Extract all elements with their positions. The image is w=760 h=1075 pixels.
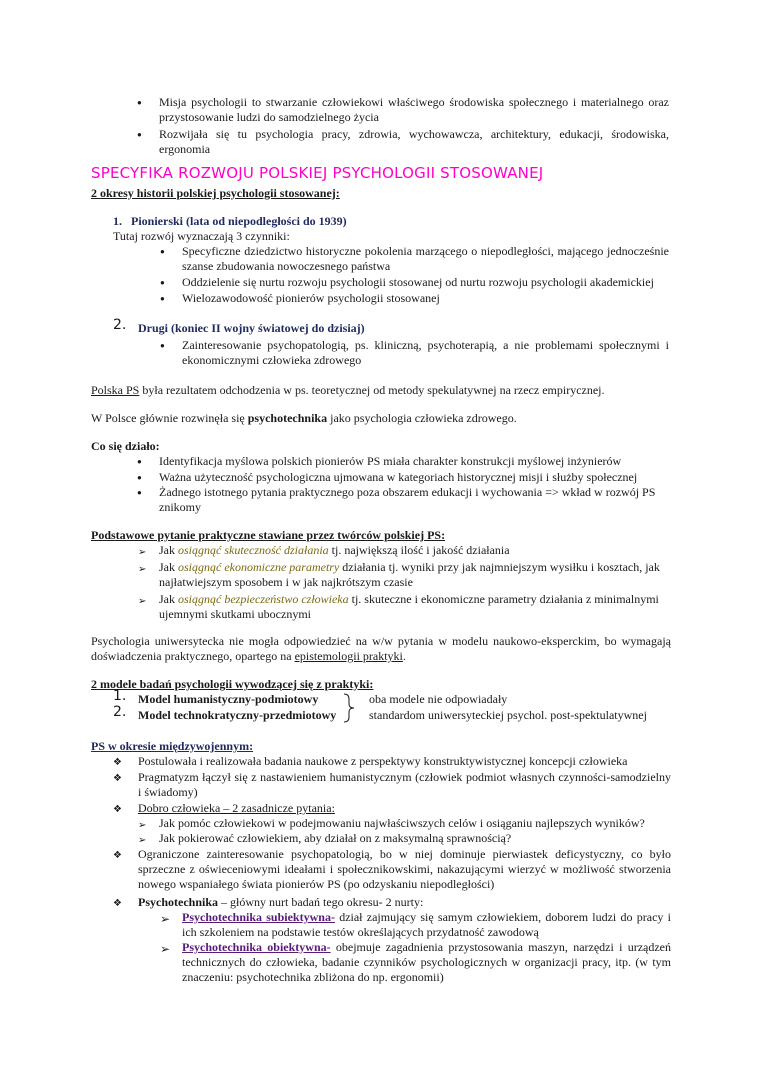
paragraph-psychotechnika [91, 411, 671, 426]
emphasis-text: osiągnąć ekonomiczne parametry [178, 560, 340, 574]
psychotechnika-sub-2 [182, 940, 671, 985]
paragraph-polska-ps [91, 383, 671, 398]
miedzywojenny-item-5 [138, 895, 671, 910]
paragraph-text: Psychologia uniwersytecka nie mogła odpowiedzieć na w/w pytania w modelu naukowo-eksperckim, bo wymagają doświadczenia praktycznego, opartego na [91, 634, 671, 663]
arrow-bullet-icon: ➢ [138, 547, 147, 558]
miedzywojenny-item-3-title: Dobro człowieka – 2 zasadnicze pytania: [138, 801, 335, 815]
underlined-term: Psychotechnika obiektywna- [182, 940, 331, 954]
period2-item-1 [182, 338, 669, 368]
period2-title: Drugi (koniec II wojny światowej do dzisiaj) [138, 321, 365, 335]
diamond-bullet-icon: ❖ [113, 804, 122, 815]
bullet-text: Specyficzne dziedzictwo historyczne pokolenia marzącego o niepodległości, mającego jednocześnie szanse zbudowania nowoczesnego państwa [182, 244, 669, 273]
co-sie-dzialo-title: Co się działo: [91, 439, 160, 453]
paragraph-uniwersytecka [91, 634, 671, 664]
bullet-text: Misja psychologii to stwarzanie człowiekowi właściwego środowiska społecznego i materialnego oraz przystosowanie ludzi do samodzielnego życia [159, 95, 669, 124]
brace-icon [342, 692, 358, 724]
underlined-term: Polska PS [91, 383, 140, 397]
intro-bullet-2 [159, 127, 669, 157]
paragraph-text: jako psychologia człowieka zdrowego. [327, 411, 517, 425]
miedzywojenny-item-3-sub-1: Jak pomóc człowiekowi w podejmowaniu najwłaściwszych celów i osiąganiu najlepszych wyników? [159, 816, 645, 830]
diamond-bullet-icon: ❖ [113, 898, 122, 909]
period1-intro: Tutaj rozwój wyznaczają 3 czynniki: [113, 229, 290, 243]
item-text: Jak [159, 560, 178, 574]
paragraph-text: W Polsce głównie rozwinęła się [91, 411, 248, 425]
section-heading: SPECYFIKA ROZWOJU POLSKIEJ PSYCHOLOGII STOSOWANEJ [91, 164, 544, 182]
miedzywojenny-item-3-sub-2: Jak pokierować człowiekiem, aby działał on z maksymalną sprawnością? [159, 831, 512, 845]
bullet-text: Rozwijała się tu psychologia pracy, zdrowia, wychowawcza, architektury, edukacji, środowiska, ergonomia [159, 127, 669, 156]
diamond-bullet-icon: ❖ [113, 850, 122, 861]
period2-number: 2. [113, 317, 127, 333]
underlined-term: Psychotechnika subiektywna- [182, 910, 335, 924]
miedzywojenny-title: PS w okresie międzywojennym: [91, 739, 254, 753]
model-label-2: Model technokratyczny-przedmiotowy [138, 708, 337, 722]
bullet-text: Wielozawodowość pionierów psychologii stosowanej [182, 291, 440, 305]
item-text: – główny nurt badań tego okresu- 2 nurty: [218, 895, 424, 909]
bullet-text: Zainteresowanie psychopatologią, ps. kliniczną, psychoterapią, a nie problemami społecznymi i ekonomicznymi człowieka zdrowego [182, 338, 669, 367]
model-label-1: Model humanistyczny-podmiotowy [138, 692, 319, 706]
period1-item-1 [182, 244, 669, 274]
co-sie-dzialo-item-2 [159, 470, 669, 485]
period1-number: 1. [113, 214, 122, 228]
pytanie-item-1 [159, 543, 669, 558]
model-number-1: 1. [113, 688, 127, 704]
bullet-text: Ważna użyteczność psychologiczna ujmowana w kategoriach historycznej misji i służby społecznej [159, 470, 638, 484]
arrow-bullet-icon: ➢ [160, 942, 171, 956]
bullet-text: Żadnego istotnego pytania praktycznego poza obszarem edukacji i wychowania => wkład w rozwój PS znikomy [159, 485, 656, 514]
arrow-bullet-icon: ➢ [138, 820, 147, 831]
arrow-bullet-icon: ➢ [138, 564, 147, 575]
period1-title: Pionierski (lata od niepodległości do 1939) [131, 214, 347, 228]
model-number-2: 2. [113, 704, 127, 720]
miedzywojenny-item-4: Ograniczone zainteresowanie psychopatologią, bo w niej dominuje pierwiastek deficystyczny, co było sprzeczne z oświeceniowymi ideałami i społecznikowskimi, nakazującymi wierzyć w możliwość stworzenia nowego wspaniałego świata pionierów PS (po odzyskaniu niepodległości) [138, 847, 671, 891]
pytanie-title: Podstawowe pytanie praktyczne stawiane przez twórców polskiej PS: [91, 528, 446, 542]
emphasis-text: osiągnąć bezpieczeństwo człowieka [178, 592, 349, 606]
intro-bullet-1 [159, 95, 669, 125]
item-text: działania tj. wyniki przy jak najmniejszym wysiłku i kosztach, jak najłatwiejszym sposobem i w jak najkrótszym czasie [159, 560, 660, 589]
underlined-term: epistemologii praktyki [294, 649, 403, 663]
arrow-bullet-icon: ➢ [160, 912, 171, 926]
arrow-bullet-icon: ➢ [138, 596, 147, 607]
paragraph-text: . [402, 649, 406, 663]
diamond-bullet-icon: ❖ [113, 773, 122, 784]
item-text: tj. największą ilość i jakość działania [328, 543, 510, 557]
item-text: Jak [159, 543, 178, 557]
item-text: dział zajmujący się samym człowiekiem, doborem ludzi do pracy i ich szkoleniem na podstawie testów określających przydatność zawodową [182, 910, 671, 939]
co-sie-dzialo-item-1 [159, 454, 669, 469]
modele-title: 2 modele badań psychologii wywodzącej się z praktyki: [91, 677, 374, 691]
pytanie-item-2 [159, 560, 671, 590]
bold-term: psychotechnika [247, 411, 328, 425]
psychotechnika-sub-1 [182, 910, 671, 940]
pytanie-item-3 [159, 592, 671, 622]
model-note-1: oba modele nie odpowiadały [369, 692, 508, 706]
model-note-2: standardom uniwersyteckiej psychol. post-spektulatywnej [369, 708, 647, 722]
bold-term: Psychotechnika [138, 895, 219, 909]
paragraph-text: była rezultatem odchodzenia w ps. teoretycznej od metody spekulatywnej na rzecz empirycznej. [139, 383, 605, 397]
arrow-bullet-icon: ➢ [138, 835, 147, 846]
period1-heading [113, 214, 347, 229]
co-sie-dzialo-item-3 [159, 485, 669, 515]
item-text: obejmuje zagadnienia przystosowania maszyn, narzędzi i urządzeń technicznych do człowieka, badanie czynników psychologicznych w organizacji pracy, itp. (w tym znaczeniu: psychotechnika zbliżona do np. ergonomii) [182, 940, 671, 984]
miedzywojenny-item-1: Postulowała i realizowała badania naukowe z perspektywy konstruktywistycznej koncepcji człowieka [138, 754, 628, 768]
miedzywojenny-item-2: Pragmatyzm łączył się z nastawieniem humanistycznym (człowiek podmiot własnych czynności-samodzielny i świadomy) [138, 770, 671, 799]
bullet-text: Oddzielenie się nurtu rozwoju psychologii stosowanej od nurtu rozwoju psychologii akademickiej [182, 275, 654, 289]
emphasis-text: osiągnąć skuteczność działania [178, 543, 329, 557]
diamond-bullet-icon: ❖ [113, 757, 122, 768]
bullet-text: Identyfikacja myślowa polskich pionierów PS miała charakter konstrukcji myślowej inżynierów [159, 454, 622, 468]
item-text: Jak [159, 592, 178, 606]
item-text: tj. skuteczne i ekonomiczne parametry działania z minimalnymi ujemnymi skutkami ubocznymi [159, 592, 659, 621]
period1-item-3 [182, 291, 669, 306]
period1-item-2 [182, 275, 682, 290]
periods-title: 2 okresy historii polskiej psychologii stosowanej: [91, 186, 340, 200]
